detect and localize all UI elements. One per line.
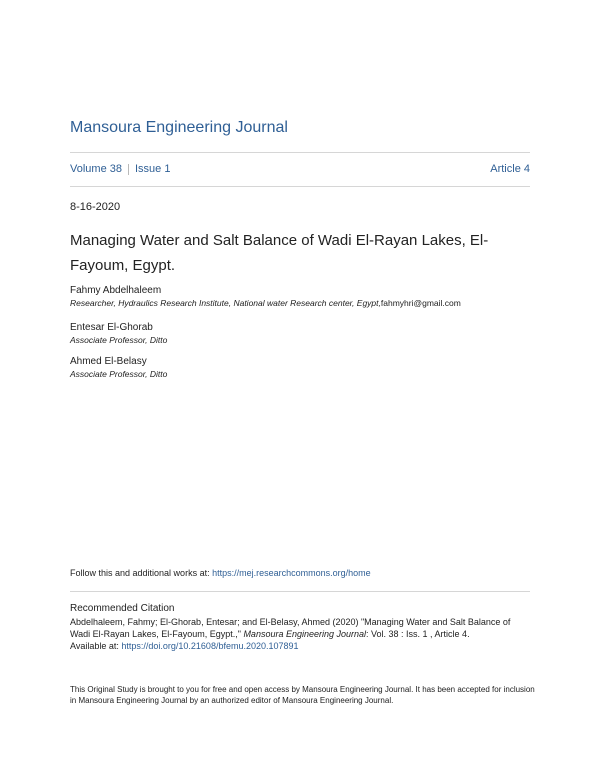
citation-journal: Mansoura Engineering Journal	[243, 629, 367, 639]
author-name: Fahmy Abdelhaleem	[70, 285, 162, 296]
citation-authors-title: Abdelhaleem, Fahmy; El-Ghorab, Entesar; and El-Belasy, Ahmed (2020) "Managing Water and Salt Balance of Wadi El-Rayan Lakes, El-Fayoum, Egypt.,"	[70, 617, 511, 639]
journal-title-link[interactable]: Mansoura Engineering Journal	[70, 119, 288, 136]
repository-link[interactable]: https://mej.researchcommons.org/home	[212, 568, 371, 578]
available-label: Available at:	[70, 641, 122, 651]
separator	[128, 164, 129, 175]
author-block	[70, 321, 167, 347]
article-link[interactable]: Article 4	[490, 163, 530, 175]
follow-works	[70, 568, 371, 578]
author-affiliation	[70, 297, 461, 310]
divider	[70, 591, 530, 592]
doi-link[interactable]: https://doi.org/10.21608/bfemu.2020.107891	[121, 641, 299, 651]
volume-link[interactable]: Volume 38	[70, 163, 122, 175]
issue-link[interactable]: Issue 1	[134, 163, 171, 175]
divider	[70, 152, 530, 153]
paper-title: Managing Water and Salt Balance of Wadi El-Rayan Lakes, El-Fayoum, Egypt.	[70, 232, 489, 274]
divider	[70, 186, 530, 187]
author-affiliation: Associate Professor, Ditto	[70, 335, 168, 345]
author-block	[70, 355, 167, 381]
citation-heading: Recommended Citation	[70, 603, 175, 614]
author-name: Entesar El-Ghorab	[70, 322, 153, 333]
citation-volume: : Vol. 38 : Iss. 1 , Article 4.	[366, 629, 470, 639]
publication-date: 8-16-2020	[70, 201, 121, 213]
author-block	[70, 284, 461, 310]
citation-text	[70, 616, 532, 652]
author-name: Ahmed El-Belasy	[70, 356, 147, 367]
issue-breadcrumb	[70, 163, 170, 175]
author-affiliation: Associate Professor, Ditto	[70, 369, 168, 379]
author-email: fahmyhri@gmail.com	[380, 298, 461, 308]
affiliation-text: Researcher, Hydraulics Research Institute, National water Research center, Egypt,	[70, 298, 381, 308]
open-access-note: This Original Study is brought to you for free and open access by Mansoura Engineering Journal. It has been accepted for inclusion in Mansoura Engineering Journal by an authorized editor of Mansoura Engineering Journal.	[70, 685, 535, 705]
follow-text: Follow this and additional works at:	[70, 568, 213, 578]
